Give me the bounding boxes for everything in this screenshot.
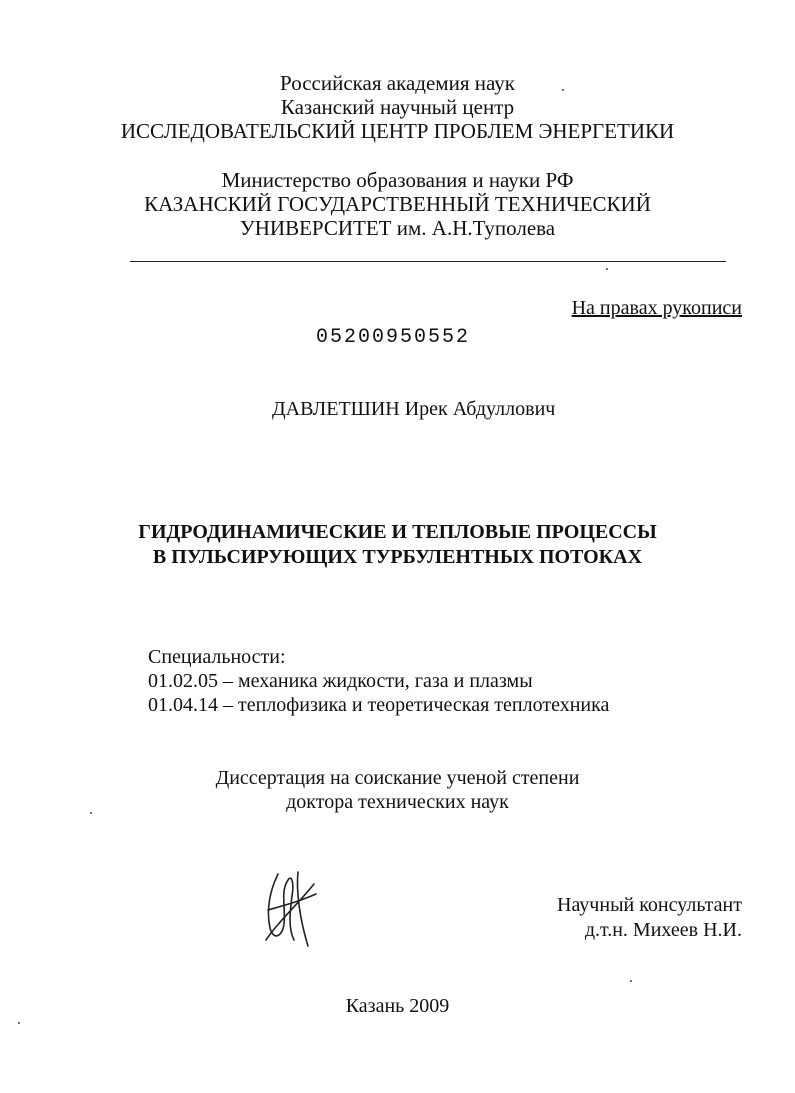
- research-institute: ИССЛЕДОВАТЕЛЬСКИЙ ЦЕНТР ПРОБЛЕМ ЭНЕРГЕТИКИ: [120, 119, 675, 143]
- specialty-item: 01.02.05 – механика жидкости, газа и плазмы: [148, 670, 533, 692]
- academy-name: Российская академия наук: [280, 71, 515, 95]
- title-line-2: В ПУЛЬСИРУЮЩИХ ТУРБУЛЕНТНЫХ ПОТОКАХ: [152, 546, 643, 568]
- degree-line-1: Диссертация на соискание ученой степени: [215, 767, 580, 789]
- university-line-1: КАЗАНСКИЙ ГОСУДАРСТВЕННЫЙ ТЕХНИЧЕСКИЙ: [144, 192, 651, 216]
- degree-line-2: доктора технических наук: [286, 791, 509, 813]
- advisor-role: Научный консультант: [557, 894, 742, 916]
- author-name: ДАВЛЕТШИН Ирек Абдуллович: [272, 398, 556, 420]
- title-line-1: ГИДРОДИНАМИЧЕСКИЕ И ТЕПЛОВЫЕ ПРОЦЕССЫ: [138, 521, 657, 543]
- scientific-center: Казанский научный центр: [280, 95, 515, 119]
- specialty-item: 01.04.14 – теплофизика и теоретическая теплотехника: [148, 694, 610, 716]
- catalog-number: 05200950552: [316, 326, 471, 349]
- scan-speck: [18, 1022, 20, 1024]
- city-year: Казань 2009: [345, 995, 450, 1017]
- scan-speck: [562, 89, 564, 91]
- scan-speck: [606, 268, 608, 270]
- scan-speck: [630, 980, 632, 982]
- manuscript-note: На правах рукописи: [571, 297, 742, 319]
- specialties-heading: Специальности:: [148, 646, 286, 668]
- ministry-name: Министерство образования и науки РФ: [221, 168, 574, 192]
- university-line-2: УНИВЕРСИТЕТ им. А.Н.Туполева: [239, 216, 556, 240]
- advisor-name: д.т.н. Михеев Н.И.: [584, 919, 742, 941]
- scan-speck: [90, 812, 92, 814]
- signature-icon: [248, 862, 328, 952]
- header-divider: [130, 261, 726, 262]
